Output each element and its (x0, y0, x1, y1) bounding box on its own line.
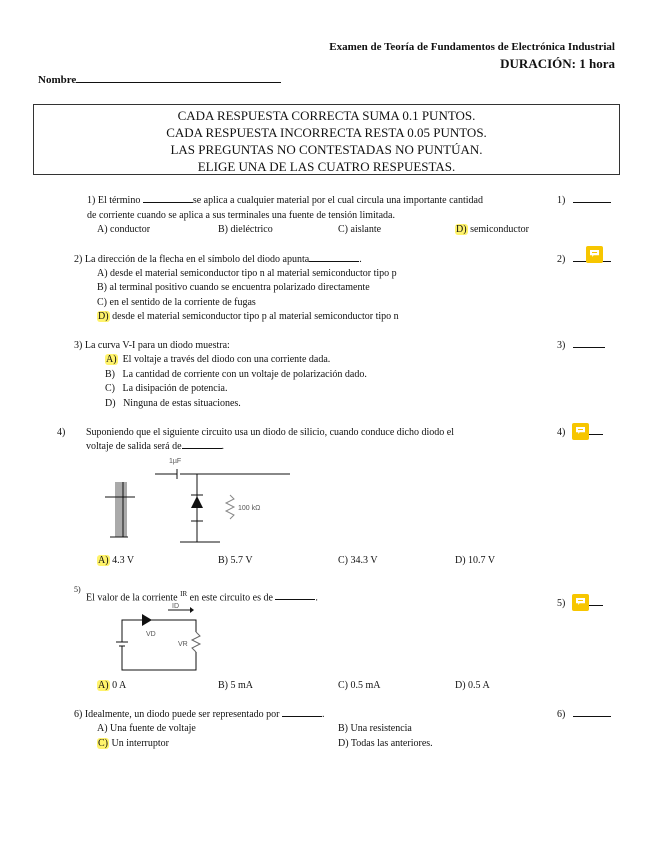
q1-text-2: de corriente cuando se aplica a sus terminales una fuente de tensión limitada. (87, 210, 395, 221)
q3-text: 3) La curva V-I para un diodo muestra: (74, 340, 230, 351)
comment-icon[interactable] (586, 246, 603, 263)
answer-blank[interactable]: 6) (557, 709, 611, 720)
answer-blank[interactable]: 4) (557, 427, 603, 438)
vd-label: VD (146, 631, 156, 638)
option-selected[interactable]: A) 4.3 V (98, 555, 135, 566)
option[interactable]: A) Una fuente de voltaje (97, 723, 196, 734)
vr-label: VR (178, 641, 188, 648)
option[interactable]: D) 10.7 V (455, 555, 496, 566)
option-selected[interactable]: C) Un interruptor (98, 738, 169, 749)
rule: LAS PREGUNTAS NO CONTESTADAS NO PUNTÚAN. (170, 142, 483, 157)
option[interactable]: A) desde el material semiconductor tipo n al material semiconductor tipo p (97, 268, 397, 279)
q2-text: 2) La dirección de la flecha en el símbolo del diodo apunta . (74, 254, 362, 265)
option[interactable]: B) 5 mA (218, 680, 253, 691)
option[interactable]: D) 0.5 A (455, 680, 490, 691)
capacitor-label: 1µF (169, 458, 182, 465)
rules-box (33, 104, 620, 175)
answer-blank[interactable]: 5) (557, 598, 603, 609)
option[interactable]: B) La cantidad de corriente con un voltaje de polarización dado. (105, 369, 367, 380)
option[interactable]: C) 0.5 mA (338, 680, 381, 691)
exam-duration: DURACIÓN: 1 hora (500, 56, 615, 71)
option[interactable]: B) al terminal positivo cuando se encuentra polarizado directamente (97, 282, 370, 293)
rule: ELIGE UNA DE LAS CUATRO RESPUESTAS. (197, 159, 456, 174)
comment-icon[interactable] (572, 423, 589, 440)
option-selected[interactable]: D) semiconductor (456, 224, 529, 235)
option[interactable]: C) La disipación de potencia. (105, 383, 228, 394)
option[interactable]: B) 5.7 V (218, 555, 253, 566)
option[interactable]: D) Ninguna de estas situaciones. (105, 398, 241, 409)
q5-number: 5) (74, 585, 81, 594)
option-selected[interactable]: A) 0 A (98, 680, 127, 691)
resistor-label: 100 kΩ (238, 505, 261, 512)
exam-title: Examen de Teoría de Fundamentos de Electrónica Industrial (329, 41, 615, 53)
option[interactable]: B) dieléctrico (218, 224, 273, 235)
option[interactable]: C) aislante (338, 224, 382, 235)
option[interactable]: A) conductor (97, 224, 151, 235)
q6-text: 6) Idealmente, un diodo puede ser representado por . (74, 709, 325, 720)
answer-blank[interactable]: 3) (557, 340, 605, 351)
q4-text-2: voltaje de salida será de . (86, 441, 225, 452)
q5-circuit-diagram (90, 602, 230, 672)
q4-circuit-diagram-right (180, 465, 300, 547)
option-selected[interactable]: A) El voltaje a través del diodo con una corriente dada. (106, 354, 331, 365)
q4-text: Suponiendo que el siguiente circuito usa un diodo de silicio, cuando conduce dicho diodo el (86, 427, 454, 438)
q4-number: 4) (57, 427, 66, 438)
option[interactable]: B) Una resistencia (338, 723, 412, 734)
rule: CADA RESPUESTA INCORRECTA RESTA 0.05 PUNTOS. (166, 125, 487, 140)
option[interactable]: C) 34.3 V (338, 555, 378, 566)
name-field[interactable] (38, 74, 281, 86)
current-label: ID (172, 603, 179, 610)
rule: CADA RESPUESTA CORRECTA SUMA 0.1 PUNTOS. (177, 108, 476, 123)
answer-blank[interactable]: 1) (557, 195, 611, 206)
q1-text: 1) El término se aplica a cualquier material por el cual circula una importante cantidad (87, 195, 483, 206)
answer-blank[interactable]: 2) (557, 254, 611, 265)
comment-icon[interactable] (572, 594, 589, 611)
option-selected[interactable]: D) desde el material semiconductor tipo p al material semiconductor tipo n (98, 311, 399, 322)
q5-text: El valor de la corriente $^{IR}$ en este circuito es de . (86, 590, 318, 604)
option[interactable]: D) Todas las anteriores. (338, 738, 433, 749)
option[interactable]: C) en el sentido de la corriente de fugas (97, 297, 256, 308)
name-label: Nombre (38, 74, 77, 86)
